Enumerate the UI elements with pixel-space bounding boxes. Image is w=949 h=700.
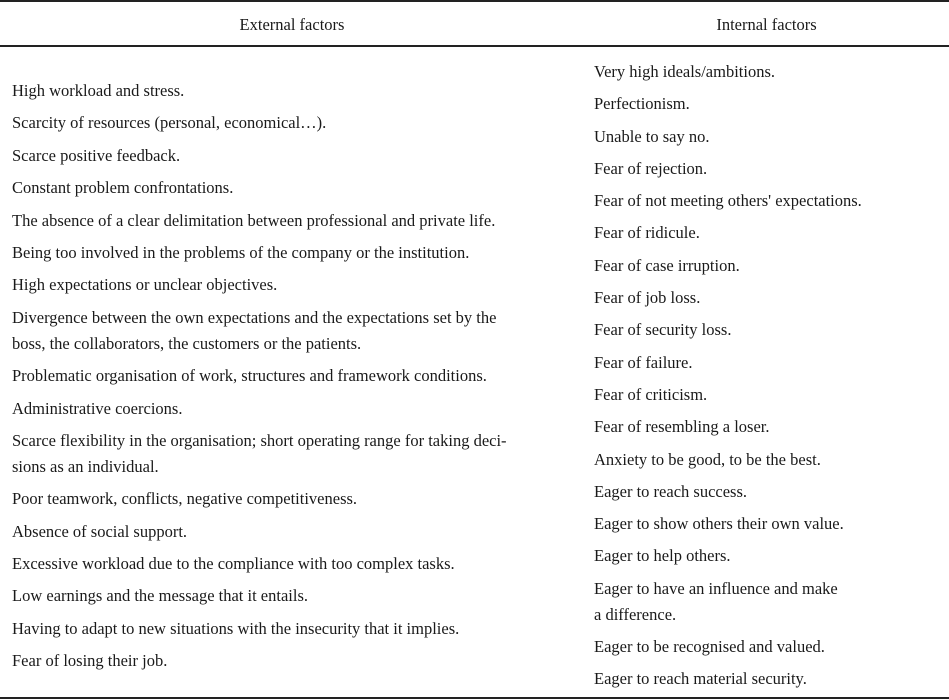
list-item: The absence of a clear delimitation between professional and private life. [12, 210, 496, 230]
list-item: Fear of rejection. [594, 158, 708, 178]
list-item: Fear of failure. [594, 352, 693, 372]
header-external-factors: External factors [239, 15, 345, 34]
list-item: Absence of social support. [12, 521, 188, 541]
list-item-line: boss, the collaborators, the customers or the patients. [12, 333, 362, 353]
list-item [12, 428, 572, 480]
list-item: Fear of security loss. [594, 320, 732, 340]
list-item: Scarcity of resources (personal, economical…). [12, 113, 327, 133]
list-item: Constant problem confrontations. [12, 178, 234, 198]
list-item: High expectations or unclear objectives. [12, 275, 278, 295]
list-item: Anxiety to be good, to be the best. [594, 449, 821, 469]
internal-factors-list [594, 59, 944, 699]
list-item: Having to adapt to new situations with the insecurity that it implies. [12, 618, 460, 638]
list-item: High workload and stress. [12, 81, 185, 100]
header-internal-factors: Internal factors [716, 15, 817, 34]
list-item: Unable to say no. [594, 126, 710, 146]
list-item [594, 576, 944, 628]
list-item: Fear of losing their job. [12, 651, 168, 671]
list-item: Excessive workload due to the compliance with too complex tasks. [12, 554, 455, 574]
list-item-line: Eager to have an influence and make [594, 578, 838, 598]
list-item-line: sions as an individual. [12, 456, 159, 476]
list-item-line: Scarce flexibility in the organisation; short operating range for taking deci- [12, 430, 507, 450]
list-item: Fear of criticism. [594, 384, 708, 404]
list-item: Poor teamwork, conflicts, negative competitiveness. [12, 489, 358, 509]
list-item: Very high ideals/ambitions. [594, 62, 776, 81]
list-item: Scarce positive feedback. [12, 145, 181, 165]
list-item: Fear of case irruption. [594, 255, 740, 275]
list-item: Fear of resembling a loser. [594, 417, 770, 437]
list-item: Eager to reach success. [594, 481, 748, 501]
list-item-line: Divergence between the own expectations and the expectations set by the [12, 307, 497, 327]
list-item: Problematic organisation of work, structures and framework conditions. [12, 366, 487, 386]
external-factors-list [12, 78, 572, 681]
list-item [12, 305, 572, 357]
list-item: Eager to show others their own value. [594, 514, 844, 534]
table-top-rule [0, 0, 949, 2]
list-item: Eager to reach material security. [594, 669, 807, 689]
table-bottom-rule [0, 697, 949, 699]
list-item: Fear of not meeting others' expectations. [594, 191, 862, 211]
table-header-rule [0, 45, 949, 47]
list-item-line: a difference. [594, 604, 677, 624]
list-item: Eager to be recognised and valued. [594, 637, 825, 657]
list-item: Being too involved in the problems of the company or the institution. [12, 242, 470, 262]
list-item: Eager to help others. [594, 546, 731, 566]
list-item: Administrative coercions. [12, 398, 183, 418]
list-item: Fear of ridicule. [594, 223, 700, 243]
list-item: Low earnings and the message that it entails. [12, 586, 309, 606]
list-item: Fear of job loss. [594, 288, 701, 308]
list-item: Perfectionism. [594, 94, 690, 114]
